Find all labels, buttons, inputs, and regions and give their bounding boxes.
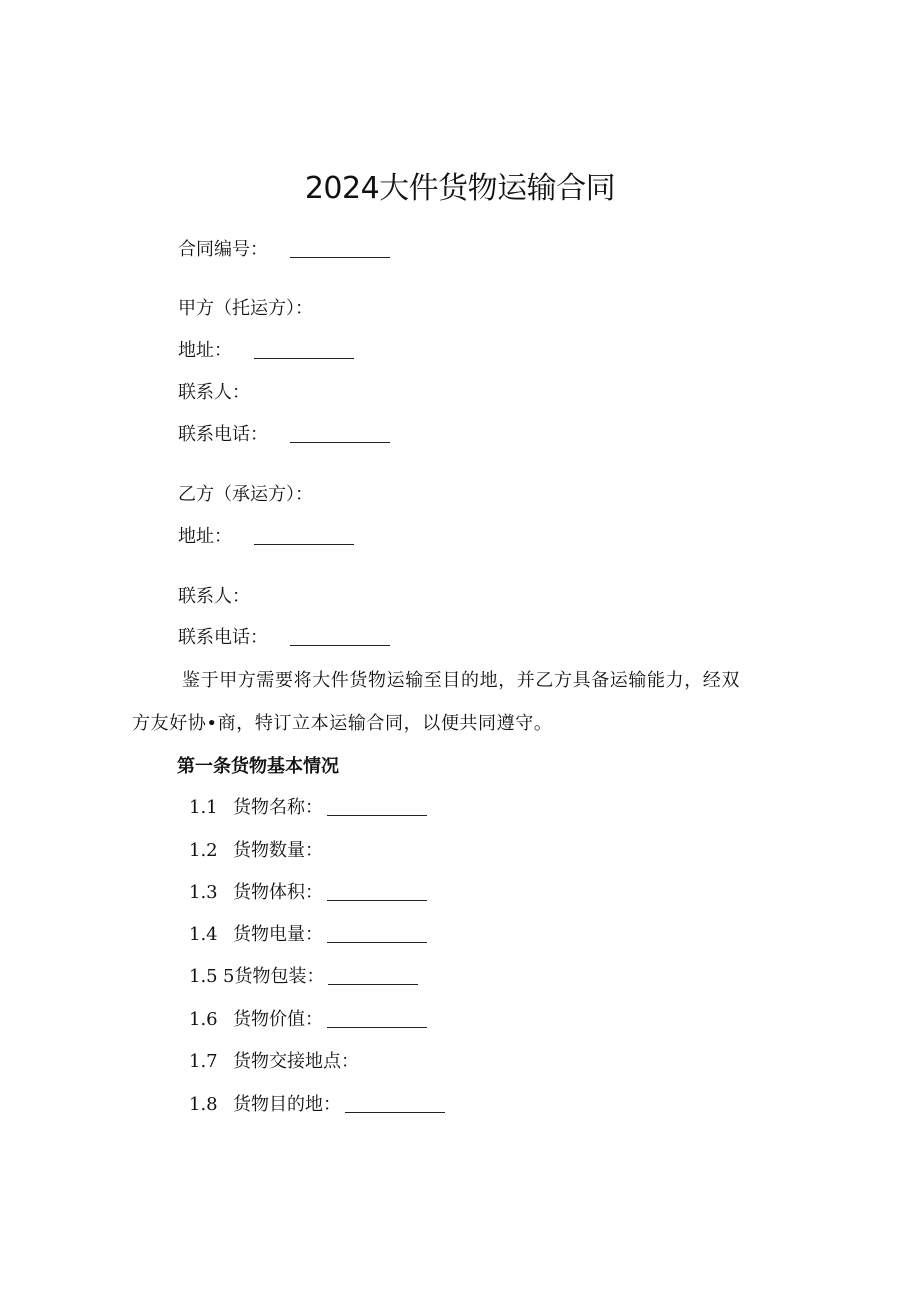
- party-b-contact-label: 联系人：: [178, 586, 250, 607]
- item-number: 1.2: [189, 840, 218, 861]
- article-1-item: [189, 1096, 445, 1114]
- party-b-phone-blank: [290, 644, 390, 646]
- party-a-address-label: 地址：: [178, 340, 232, 361]
- intro-line-1: 鉴于甲方需要将大件货物运输至目的地，并乙方具备运输能力，经双: [182, 670, 740, 691]
- item-blank: [327, 941, 427, 943]
- party-b-heading: 乙方（承运方）：: [178, 484, 313, 505]
- party-a-contact-label: 联系人：: [178, 382, 250, 403]
- article-1-item: [189, 1011, 427, 1029]
- article-1-heading: 第一条货物基本情况: [177, 756, 339, 777]
- party-b-phone-field: [178, 629, 390, 647]
- item-label: 货物电量：: [233, 924, 323, 945]
- item-number: 1.1: [189, 797, 218, 818]
- item-label: 5货物包装：: [223, 966, 325, 987]
- item-label: 货物名称：: [233, 797, 323, 818]
- party-b-address-blank: [254, 543, 354, 545]
- party-a-phone-label: 联系电话：: [178, 424, 268, 445]
- article-1-item: [189, 1053, 359, 1071]
- document-title: 2024大件货物运输合同: [304, 171, 616, 206]
- party-a-phone-blank: [290, 441, 390, 443]
- item-label: 货物数量：: [233, 840, 323, 861]
- article-1-item: [189, 884, 427, 902]
- intro-line-2: 方友好协•商，特订立本运输合同，以便共同遵守。: [132, 713, 553, 734]
- party-a-phone-field: [178, 426, 390, 444]
- item-label: 货物体积：: [233, 882, 323, 903]
- party-a-heading: 甲方（托运方）：: [178, 298, 313, 319]
- party-b-address-label: 地址：: [178, 526, 232, 547]
- party-a-address-field: [178, 342, 354, 360]
- item-blank: [327, 899, 427, 901]
- contract-number-blank: [290, 256, 390, 258]
- item-number: 1.4: [189, 924, 218, 945]
- item-blank: [345, 1111, 445, 1113]
- article-1-item: [189, 968, 418, 986]
- item-blank: [328, 983, 418, 985]
- item-number: 1.8: [189, 1094, 218, 1115]
- party-b-address-field: [178, 528, 354, 546]
- item-number: 1.5: [189, 966, 218, 987]
- party-a-address-blank: [254, 357, 354, 359]
- item-number: 1.6: [189, 1009, 218, 1030]
- article-1-item: [189, 799, 427, 817]
- item-number: 1.3: [189, 882, 218, 903]
- item-blank: [327, 814, 427, 816]
- item-number: 1.7: [189, 1051, 218, 1072]
- item-label: 货物交接地点：: [233, 1051, 359, 1072]
- contract-number-field: [178, 241, 390, 259]
- item-label: 货物目的地：: [233, 1094, 341, 1115]
- item-label: 货物价值：: [233, 1009, 323, 1030]
- contract-number-label: 合同编号：: [178, 239, 268, 260]
- article-1-item: [189, 842, 323, 860]
- party-b-phone-label: 联系电话：: [178, 627, 268, 648]
- item-blank: [327, 1026, 427, 1028]
- article-1-item: [189, 926, 427, 944]
